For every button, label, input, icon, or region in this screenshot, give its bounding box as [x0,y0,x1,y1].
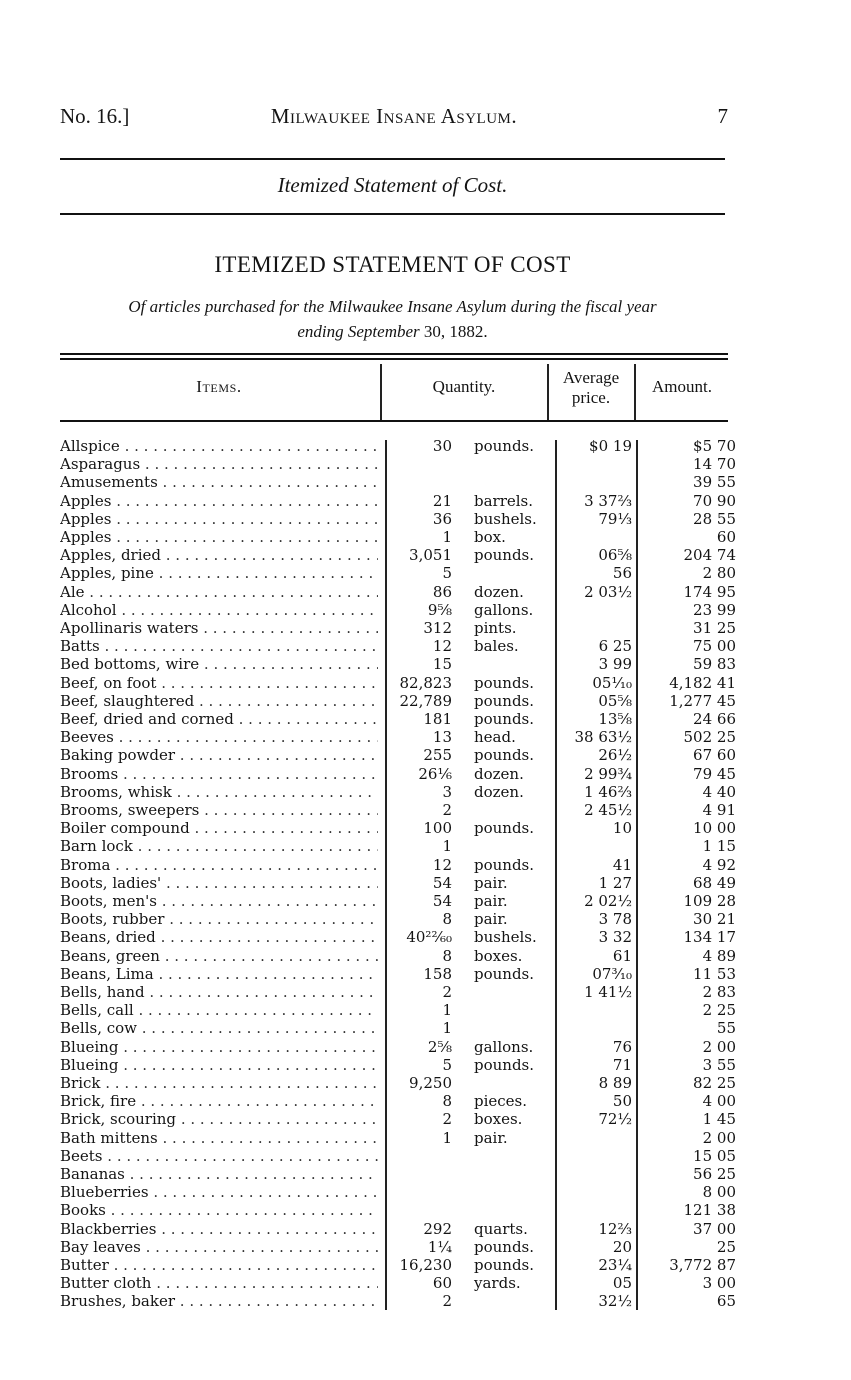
quantity: 12 [432,855,452,874]
average-price: 61 [612,946,632,965]
amount: 14 70 [693,455,736,474]
unit: bushels. [474,928,537,947]
item-name: Brooms, sweepers . . . [60,801,378,819]
amount: 204 74 [683,546,736,565]
average-price: 20 [612,1237,632,1256]
quantity: 3 [442,782,452,801]
table-row [60,765,740,783]
amount: 28 55 [693,509,736,528]
item-name: Blueberries . . . [60,1183,378,1201]
amount: 4 91 [702,801,736,819]
table-row [60,601,740,619]
amount: 2 80 [702,564,736,583]
amount: 121 38 [683,1201,736,1220]
price-header-line-1: Average [562,368,620,387]
average-price: 3 37⅔ [584,491,632,510]
table-row [60,1001,740,1019]
header-rule [60,158,725,160]
unit: bushels. [474,509,537,528]
table-row [60,965,740,983]
amount: 82 25 [693,1074,736,1092]
unit: pounds. [474,746,535,765]
amount: 8 00 [702,1183,736,1202]
quantity: 1 [442,528,452,546]
unit: boxes. [474,946,523,965]
table-row [60,874,740,892]
item-name: Bath mittens . . . [60,1129,378,1147]
quantity: 5 [442,564,452,583]
column-header-price [549,368,633,408]
item-name: Beeves . . . [60,728,378,746]
item-name: Blueing . . . [60,1038,378,1056]
average-price: 76 [612,1037,632,1056]
item-name: Apples . . . [60,528,378,546]
average-price: 2 02½ [584,892,632,910]
amount: 174 95 [683,582,736,601]
item-name: Apples . . . [60,510,378,528]
amount: 2 83 [702,983,736,1001]
amount: 24 66 [693,710,736,728]
average-price: 71 [612,1055,632,1074]
item-name: Beets . . . [60,1147,378,1165]
average-price: 72½ [598,1110,632,1129]
unit: pair. [474,873,508,892]
item-name: Bells, hand . . . [60,983,378,1001]
amount: 15 05 [693,1146,736,1165]
unit: pounds. [474,673,535,692]
item-name: Brick, fire . . . [60,1092,378,1110]
unit: quarts. [474,1219,528,1238]
unit: gallons. [474,1037,534,1056]
table-row [60,1038,740,1056]
table-row [60,583,740,601]
table-row [60,1256,740,1274]
item-name: Bells, call . . . [60,1001,378,1019]
table-row [60,455,740,473]
item-name: Batts . . . [60,637,378,655]
item-name: Broma . . . [60,856,378,874]
item-name: Beef, slaughtered . . . [60,692,378,710]
item-name: Boots, rubber . . . [60,910,378,928]
average-price: 3 78 [598,910,632,929]
table-row [60,510,740,528]
table-row [60,492,740,510]
column-header-amount: Amount. [652,377,712,396]
average-price: 56 [612,564,632,583]
item-name: Amusements . . . [60,473,378,491]
unit: pounds. [474,710,535,728]
page-header [60,104,728,132]
unit: barrels. [474,491,534,510]
quantity: 30 [432,437,452,455]
average-price: $0 19 [589,437,632,455]
item-name: Bananas . . . [60,1165,378,1183]
amount: 79 45 [693,764,736,783]
table-row [60,1201,740,1219]
quantity: 5 [442,1055,452,1074]
quantity: 181 [423,710,452,728]
table-row [60,837,740,855]
quantity: 8 [442,910,452,929]
amount: 31 25 [693,619,736,637]
average-price: 2 99¾ [584,764,632,783]
table-row [60,1074,740,1092]
amount: 502 25 [683,728,736,747]
quantity: 13 [432,728,452,747]
item-name: Apples . . . [60,492,378,510]
quantity: 255 [423,746,452,765]
table-row [60,674,740,692]
average-price: 07³⁄₁₀ [592,964,632,983]
quantity: 3,051 [409,546,452,565]
table-row [60,1165,740,1183]
table-row [60,1292,740,1310]
item-name: Brooms, whisk . . . [60,783,378,801]
quantity: 12 [432,637,452,656]
unit: pounds. [474,1256,535,1274]
quantity: 1 [442,1019,452,1038]
average-price: 10 [612,819,632,838]
header-title: Milwaukee Insane Asylum. [270,104,518,128]
quantity: 21 [432,491,452,510]
average-price: 05⅝ [598,691,632,710]
amount: 30 21 [693,910,736,929]
quantity: 2 [442,983,452,1001]
unit: pair. [474,910,508,929]
average-price: 79⅓ [598,509,632,528]
unit: box. [474,528,506,546]
item-name: Brooms . . . [60,765,378,783]
amount: 56 25 [693,1165,736,1183]
table-row [60,1129,740,1147]
quantity: 8 [442,946,452,965]
subtitle-italic: ending September [297,322,420,341]
table-row [60,783,740,801]
quantity: 60 [432,1274,452,1293]
amount: 67 60 [693,746,736,765]
amount: 70 90 [693,491,736,510]
item-name: Beef, on foot . . . [60,674,378,692]
amount: 1,277 45 [669,691,736,710]
average-price: 05¹⁄₁₀ [592,673,632,692]
amount: 3,772 87 [669,1256,736,1274]
average-price: 3 99 [598,655,632,674]
unit: pints. [474,619,517,637]
price-header-line-2: price. [571,388,611,407]
item-name: Bed bottoms, wire . . . [60,655,378,673]
item-name: Brick, scouring . . . [60,1110,378,1128]
subtitle-line-2 [50,319,735,344]
item-name: Brick . . . [60,1074,378,1092]
average-price: 1 27 [598,873,632,892]
page-number: 7 [717,104,728,128]
quantity: 2 [442,801,452,819]
amount: 60 [716,528,736,546]
table-row [60,692,740,710]
amount: 10 00 [693,819,736,838]
item-name: Apollinaris waters . . . [60,619,378,637]
item-name: Apples, dried . . . [60,546,378,564]
item-name: Boiler compound . . . [60,819,378,837]
amount: 4 40 [702,782,736,801]
quantity: 40²²⁄₆₀ [406,928,452,947]
unit: pounds. [474,855,535,874]
item-name: Books . . . [60,1201,378,1219]
quantity: 36 [432,509,452,528]
unit: boxes. [474,1110,523,1129]
amount: 59 83 [693,655,736,674]
amount: 2 00 [702,1128,736,1147]
item-name: Ale . . . [60,583,378,601]
running-head: Itemized Statement of Cost. [277,173,508,197]
average-price: 12⅔ [598,1219,632,1238]
amount: 39 55 [693,473,736,492]
amount: $5 70 [693,437,736,455]
column-header-quantity: Quantity. [432,377,496,396]
unit: pounds. [474,819,535,838]
average-price: 06⅝ [598,546,632,565]
quantity: 9,250 [409,1074,452,1092]
quantity: 100 [423,819,452,838]
quantity: 8 [442,1092,452,1111]
average-price: 26½ [598,746,632,765]
average-price: 41 [612,855,632,874]
amount: 3 00 [702,1274,736,1293]
table-row [60,728,740,746]
average-price: 8 89 [598,1074,632,1092]
unit: bales. [474,637,519,656]
amount: 75 00 [693,637,736,656]
amount: 4 92 [702,855,736,874]
unit: dozen. [474,764,524,783]
amount: 109 28 [683,892,736,910]
unit: yards. [474,1274,521,1293]
amount: 37 00 [693,1219,736,1238]
amount: 25 [716,1237,736,1256]
amount: 2 25 [702,1001,736,1020]
table-row [60,655,740,673]
item-name: Apples, pine . . . [60,564,378,582]
unit: dozen. [474,782,524,801]
item-name: Boots, ladies' . . . [60,874,378,892]
quantity: 9⅝ [427,600,452,619]
item-name: Boots, men's . . . [60,892,378,910]
item-name: Bells, cow . . . [60,1019,378,1037]
average-price: 38 63½ [574,728,632,747]
quantity: 86 [432,582,452,601]
table-row [60,947,740,965]
average-price: 1 41½ [584,983,632,1001]
unit: pounds. [474,1237,535,1256]
table-row [60,910,740,928]
item-name: Beans, green . . . [60,947,378,965]
table-row [60,928,740,946]
table-row [60,1238,740,1256]
table-row [60,1019,740,1037]
column-header-items: Items. [196,377,242,396]
unit: pair. [474,1128,508,1147]
quantity: 54 [432,873,452,892]
quantity: 1 [442,1128,452,1147]
unit: gallons. [474,600,534,619]
item-name: Baking powder . . . [60,746,378,764]
unit: pieces. [474,1092,528,1111]
quantity: 292 [423,1219,452,1238]
average-price: 3 32 [598,928,632,947]
table-row [60,1110,740,1128]
unit: pounds. [474,437,535,455]
table-row [60,856,740,874]
document-number: No. 16.] [60,104,130,128]
amount: 65 [716,1292,736,1311]
item-name: Barn lock . . . [60,837,378,855]
amount: 4,182 41 [669,673,736,692]
amount: 1 45 [702,1110,736,1129]
average-price: 05 [612,1274,632,1293]
table-row [60,564,740,582]
quantity: 1 [442,1001,452,1020]
unit: pounds. [474,691,535,710]
quantity: 54 [432,892,452,910]
item-name: Butter . . . [60,1256,378,1274]
amount: 4 00 [702,1092,736,1111]
table-row [60,1220,740,1238]
unit: pounds. [474,964,535,983]
table-top-rule-2 [60,358,728,360]
unit: pair. [474,892,508,910]
table-row [60,437,740,455]
running-head-rule [60,213,725,215]
quantity: 22,789 [399,691,452,710]
amount: 55 [716,1019,736,1038]
item-name: Butter cloth . . . [60,1274,378,1292]
quantity: 2⅝ [427,1037,452,1056]
average-price: 32½ [598,1292,632,1311]
table-top-rule [60,353,728,355]
quantity: 82,823 [399,673,452,692]
item-name: Blueing . . . [60,1056,378,1074]
quantity: 1¼ [427,1237,452,1256]
table-row [60,746,740,764]
quantity: 26⅙ [418,764,452,783]
unit: pounds. [474,1055,535,1074]
average-price: 23¼ [598,1256,632,1274]
header-bottom-rule [60,420,728,422]
quantity: 1 [442,837,452,856]
table-row [60,1147,740,1165]
table-row [60,546,740,564]
quantity: 15 [432,655,452,674]
average-price: 50 [612,1092,632,1111]
page-subtitle [50,294,735,344]
amount: 2 00 [702,1037,736,1056]
average-price: 2 45½ [584,801,632,819]
table-row [60,819,740,837]
table-row [60,1274,740,1292]
table-row [60,619,740,637]
subtitle-date: 30, 1882. [423,322,488,341]
page-title: ITEMIZED STATEMENT OF COST [214,252,571,277]
amount: 23 99 [693,600,736,619]
item-name: Bay leaves . . . [60,1238,378,1256]
quantity: 2 [442,1110,452,1129]
amount: 4 89 [702,946,736,965]
table-row [60,1183,740,1201]
table-row [60,801,740,819]
quantity: 158 [423,964,452,983]
item-name: Blackberries . . . [60,1220,378,1238]
table-row [60,710,740,728]
subtitle-line-1: Of articles purchased for the Milwaukee Insane Asylum during the fiscal year [128,297,657,316]
average-price: 1 46⅔ [584,782,632,801]
average-price: 2 03½ [584,582,632,601]
item-name: Beans, Lima . . . [60,965,378,983]
amount: 11 53 [693,964,736,983]
item-name: Beans, dried . . . [60,928,378,946]
amount: 1 15 [702,837,736,856]
unit: dozen. [474,582,524,601]
unit: pounds. [474,546,535,565]
table-row [60,473,740,491]
item-name: Brushes, baker . . . [60,1292,378,1310]
table-row [60,637,740,655]
quantity: 312 [423,619,452,637]
amount: 134 17 [683,928,736,947]
table-row [60,983,740,1001]
amount: 3 55 [702,1055,736,1074]
quantity: 16,230 [399,1256,452,1274]
quantity: 2 [442,1292,452,1311]
table-row [60,1092,740,1110]
average-price: 13⅝ [598,710,632,728]
item-name: Beef, dried and corned . . . [60,710,378,728]
item-name: Alcohol . . . [60,601,378,619]
table-row [60,1056,740,1074]
amount: 68 49 [693,873,736,892]
item-name: Asparagus . . . [60,455,378,473]
table-row [60,528,740,546]
item-name: Allspice . . . [60,437,378,455]
average-price: 6 25 [598,637,632,656]
unit: head. [474,728,516,747]
table-row [60,892,740,910]
